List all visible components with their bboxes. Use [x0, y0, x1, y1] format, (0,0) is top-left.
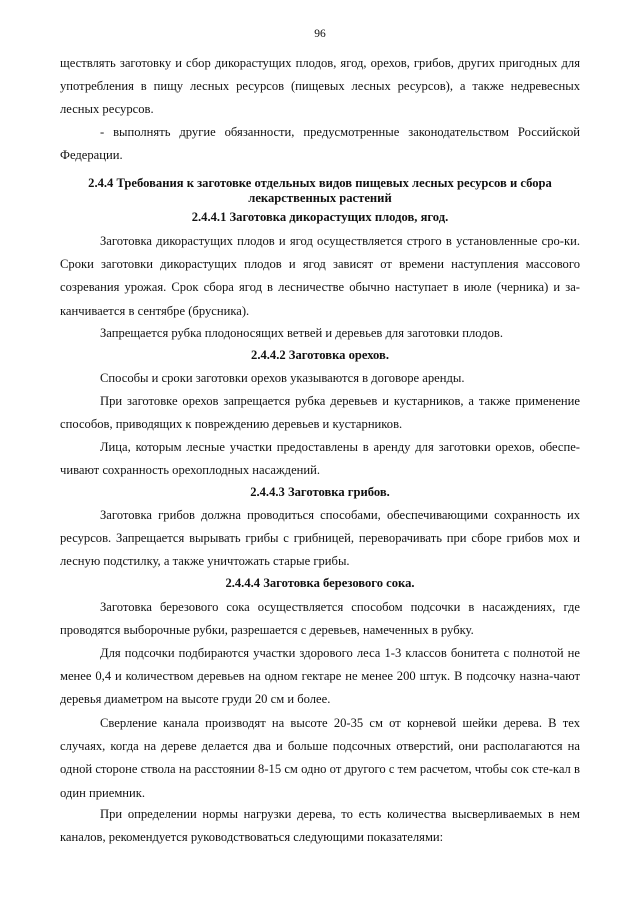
- subsection-heading-2-4-4-1: 2.4.4.1 Заготовка дикорастущих плодов, ягод.: [191, 210, 449, 224]
- paragraph-load-norms: При определении нормы нагрузки дерева, то есть количества высверливаемых в нем каналов, рекомендуется руководствоваться следующими показателями:: [60, 807, 580, 845]
- paragraph-nuts-prohibitions: При заготовке орехов запрещается рубка деревьев и кустарников, а также применение способов, приводящих к повреждению деревьев и кустарников.: [60, 394, 580, 432]
- paragraph-nuts-methods: Способы и сроки заготовки орехов указываются в договоре аренды.: [100, 371, 465, 385]
- subsection-heading-2-4-4-2: 2.4.4.2 Заготовка орехов.: [251, 348, 389, 362]
- paragraph-berries-harvest: Заготовка дикорастущих плодов и ягод осуществляется строго в установленные сро-ки. Сроки заготовки дикорастущих плодов и ягод зависят от времени наступления массового созревания урожая. Срок сбора ягод в лесничестве обычно наступает в июле (черника) и за-канчивается в сентябре (брусника).: [60, 234, 580, 318]
- page-number: 96: [314, 28, 326, 40]
- subsection-heading-2-4-4-3: 2.4.4.3 Заготовка грибов.: [250, 485, 390, 499]
- subsection-heading-2-4-4-4: 2.4.4.4 Заготовка березового сока.: [225, 576, 415, 590]
- paragraph-branch-cutting-ban: Запрещается рубка плодоносящих ветвей и деревьев для заготовки плодов.: [100, 326, 504, 340]
- paragraph-mushrooms: Заготовка грибов должна проводиться способами, обеспечивающими сохранность их ресурсов. Запрещается вырывать грибы с грибницей, переворачивать при сборе грибов мох и лесную подстилку, а также уничтожать старые грибы.: [60, 508, 580, 569]
- paragraph-birch-sap-site-selection: Для подсочки подбираются участки здорового леса 1-3 классов бонитета с полнотой не менее 0,4 и количеством деревьев на одном гектаре не менее 200 штук. В подсочку назна-чают деревья диаметром на высоте груди 20 см и более.: [60, 646, 580, 707]
- paragraph-drilling-channel: Сверление канала производят на высоте 20-35 см от корневой шейки дерева. В тех случаях, когда на дереве делается два и больше подсочных отверстий, они располагаются на одной стороне ствола на расстоянии 8-15 см одно от другого с тем расчетом, чтобы сок сте-кал в один приемник.: [60, 716, 580, 800]
- paragraph-other-obligations: - выполнять другие обязанности, предусмотренные законодательством Российской Федерации.: [60, 125, 580, 163]
- section-heading-2-4-4: 2.4.4 Требования к заготовке отдельных видов пищевых лесных ресурсов и сбора лекарственных растений: [88, 176, 552, 205]
- paragraph-nuts-leaseholders: Лица, которым лесные участки предоставлены в аренду для заготовки орехов, обеспе-чивают сохранность орехоплодных насаждений.: [60, 440, 580, 478]
- paragraph-birch-sap-method: Заготовка березового сока осуществляется способом подсочки в насаждениях, где проводятся выборочные рубки, разрешается с деревьев, намеченных в рубку.: [60, 600, 580, 638]
- paragraph-foraging-rights: ществлять заготовку и сбор дикорастущих плодов, ягод, орехов, грибов, других пригодных для употребления в пищу лесных ресурсов (пищевых лесных ресурсов), а также недревесных лесных ресурсов.: [60, 56, 580, 117]
